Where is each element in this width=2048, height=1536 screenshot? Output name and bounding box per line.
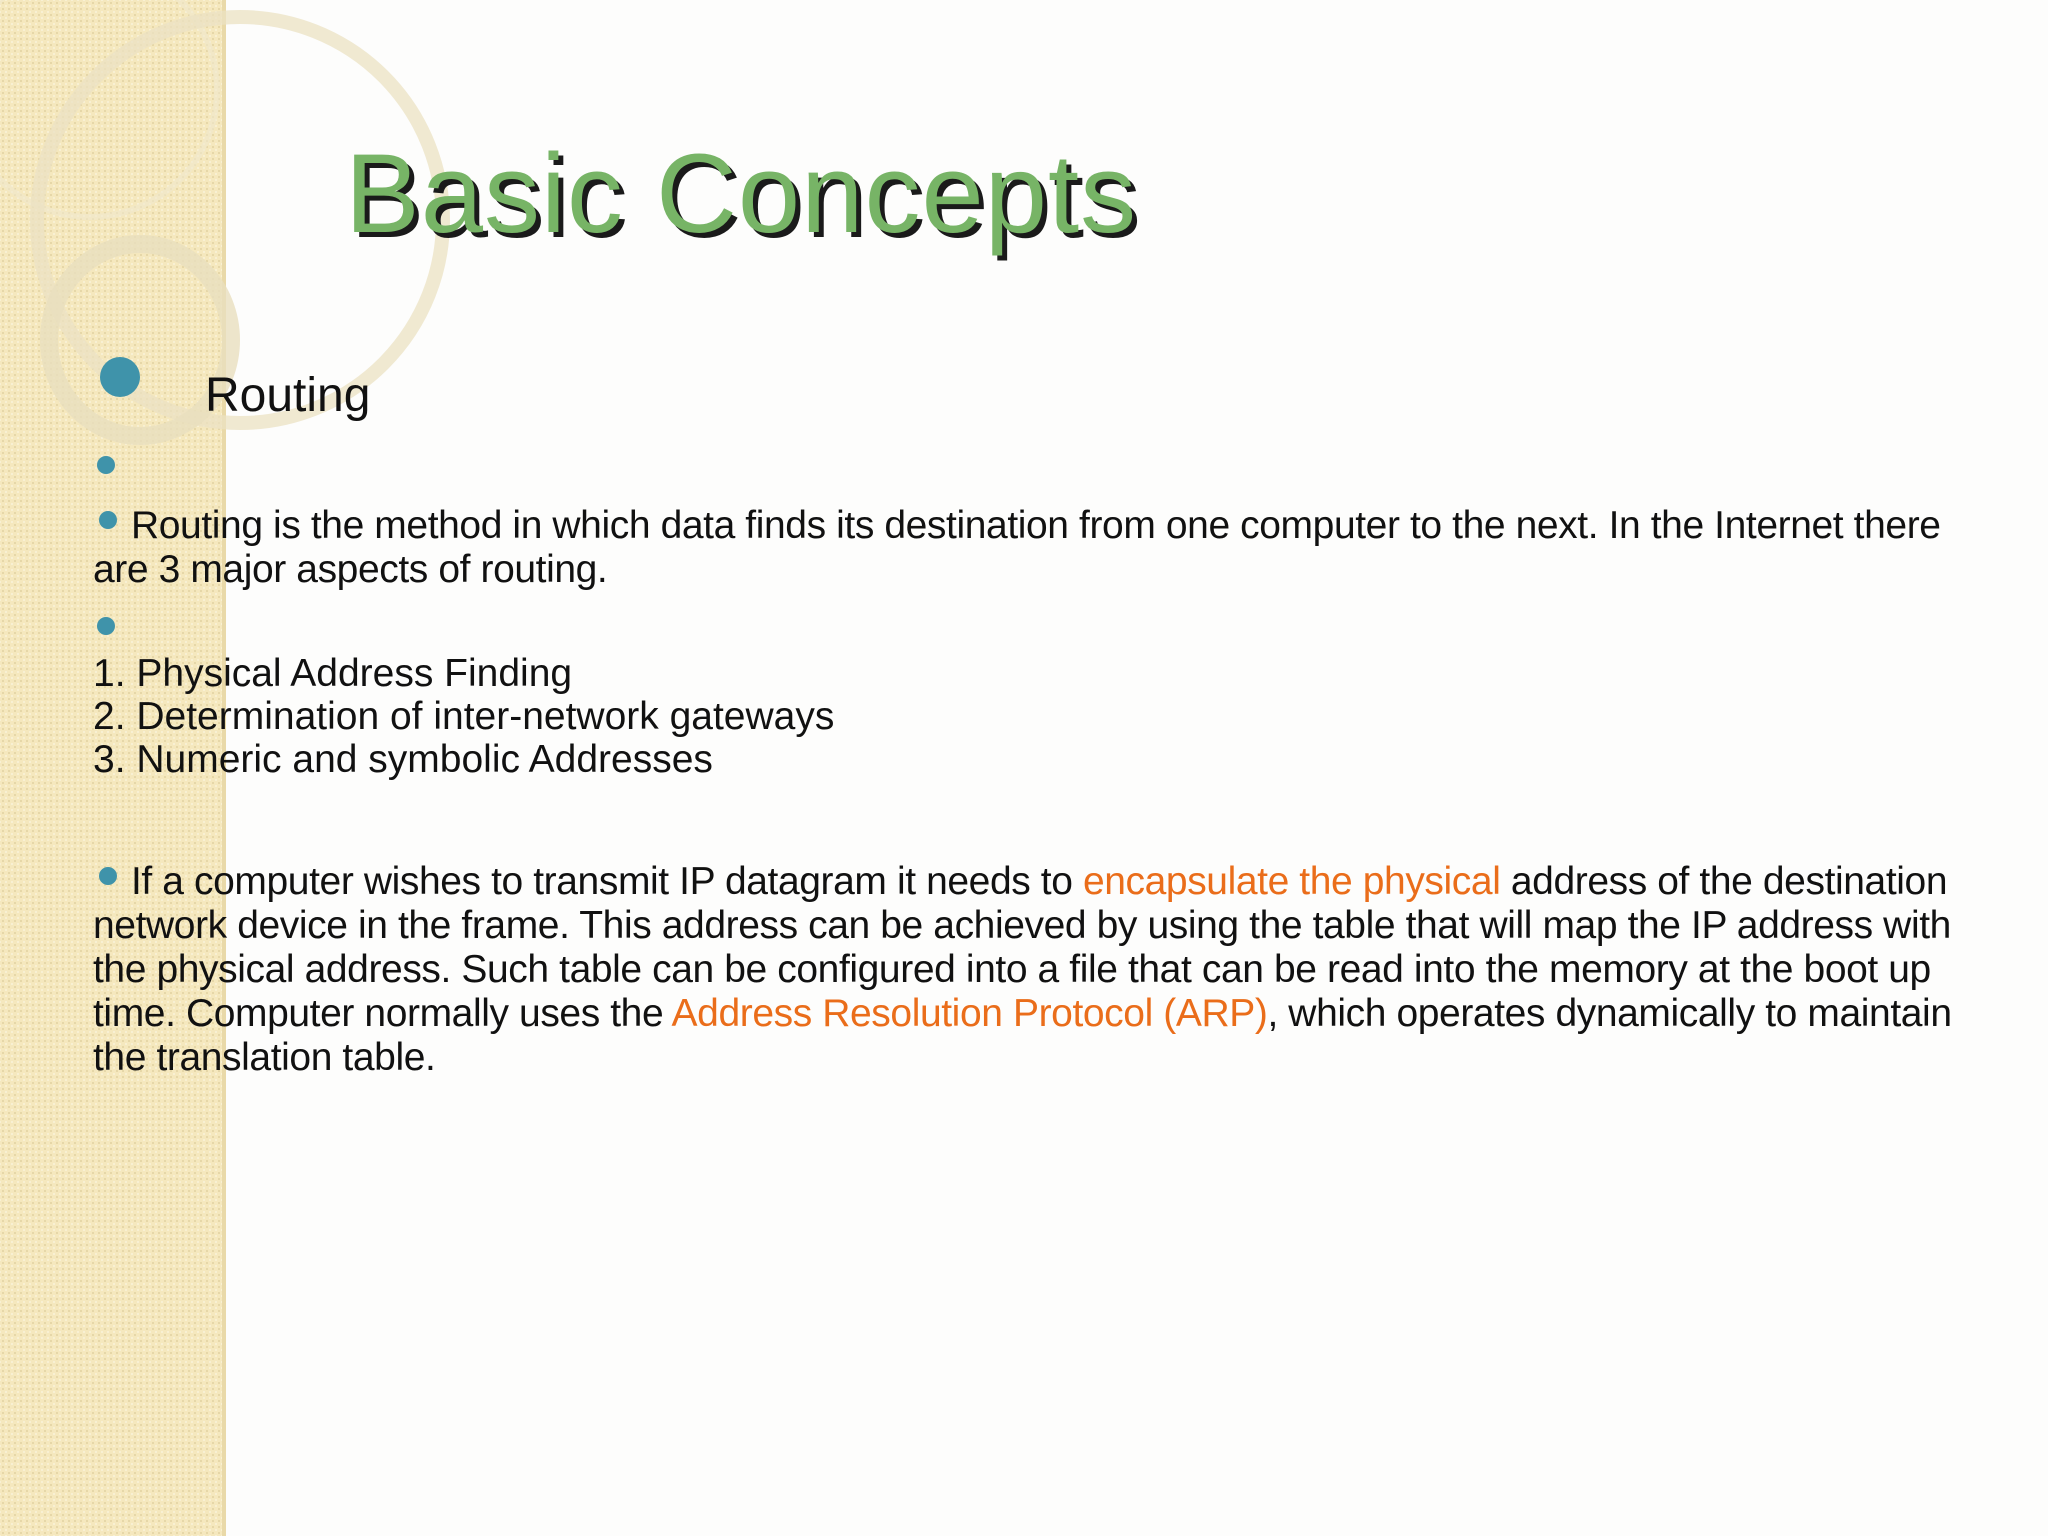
list-item: 3. Numeric and symbolic Addresses bbox=[93, 738, 713, 781]
paragraph-text: If a computer wishes to transmit IP datagram it needs to bbox=[131, 860, 1083, 903]
paragraph-text: , which operates dynamically to maintain the translation table. bbox=[93, 992, 1952, 1079]
section-heading: Routing bbox=[205, 369, 371, 422]
list-item: 1. Physical Address Finding bbox=[93, 652, 573, 695]
highlight-encapsulate: encapsulate the physical bbox=[1082, 860, 1501, 903]
routing-paragraph bbox=[93, 504, 1953, 592]
ip-datagram-paragraph bbox=[93, 860, 1953, 1080]
bullet-icon bbox=[97, 617, 115, 635]
paragraph-text: address of the destination network device in the frame. This address can be achieved by using the table that will map the IP address with the physical address. Such table can be configured into a file that can be read into the memory at the boot up time. Computer normally uses the bbox=[93, 860, 1951, 1035]
list-item: 2. Determination of inter-network gateways bbox=[93, 695, 835, 738]
highlight-arp: Address Resolution Protocol (ARP) bbox=[671, 992, 1268, 1035]
routing-aspects-list bbox=[93, 652, 834, 781]
routing-paragraph-text: Routing is the method in which data finds its destination from one computer to the next. In the Internet there are 3 major aspects of routing. bbox=[93, 504, 1941, 591]
slide-title: Basic Concepts bbox=[345, 131, 1138, 256]
bullet-icon bbox=[97, 456, 115, 474]
bullet-icon bbox=[100, 357, 140, 397]
